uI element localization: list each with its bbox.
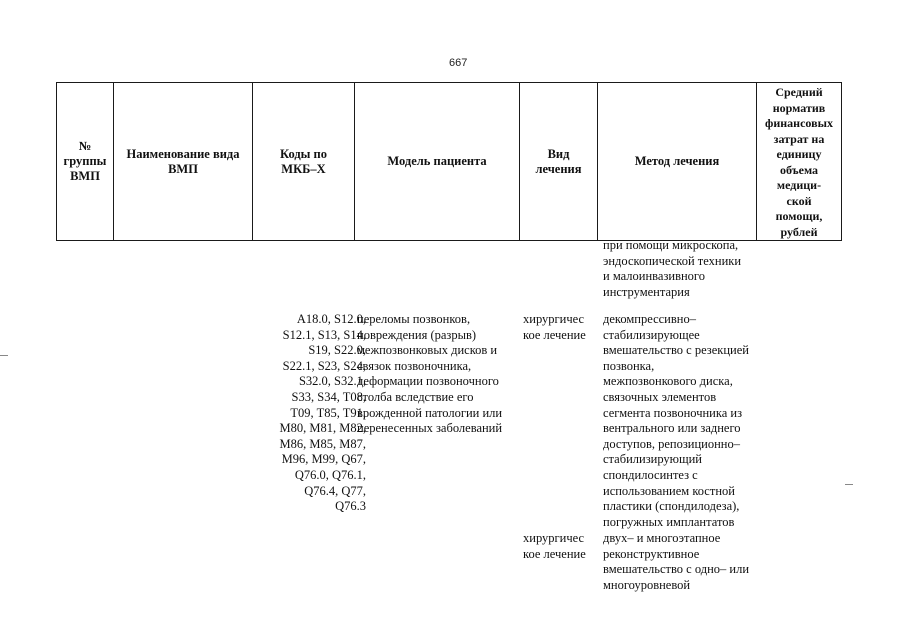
page-number: 667 [449,57,468,69]
scan-mark-left [0,355,8,356]
header-icd-codes: Коды по МКБ–Х [253,83,355,241]
header-treatment-type: Вид лечения [520,83,598,241]
row-2-treatment-method: декомпрессивно– стабилизирующее вмешательство с резекцией позвонка, межпозвонкового диска, связочных элементов сегмента позвоночника из вентрального или заднего доступов, репозиционно– стабилизирующий спондилосинтез с использованием костной пластики (спондилодеза), погружных имплантатов [603,312,749,529]
row-2-icd-codes: A18.0, S12.0, S12.1, S13, S14, S19, S22.0, S22.1, S23, S24, S32.0, S32.1, S33, S34, T08, T09, T85, T91, M80, M81, M82, M86, M85, M87, M96, M99, Q67, Q76.0, Q76.1, Q76.4, Q77, Q76.3 [279,312,366,514]
header-treatment-method: Метод лечения [598,83,757,241]
scan-mark-right [845,484,853,485]
header-patient-model: Модель пациента [355,83,520,241]
row-3-treatment-type: хирургичес кое лечение [523,531,586,561]
header-vmp-name: Наименование вида ВМП [114,83,253,241]
header-group-no: № группы ВМП [57,83,114,241]
row-2-treatment-type: хирургичес кое лечение [523,312,586,342]
row-3-treatment-method: двух– и многоэтапное реконструктивное вмешательство с одно– или многоуровневой [603,531,750,592]
table-header [56,82,842,241]
header-avg-cost: Средний норматив финансовых затрат на единицу объема медици- ской помощи, рублей [757,83,842,241]
row-1-method: при помощи микроскопа, эндоскопической техники и малоинвазивного инструментария [603,238,742,299]
row-2-patient-model: переломы позвонков, повреждения (разрыв) межпозвонковых дисков и связок позвоночника, деформации позвоночного столба вследствие его врожденной патологии или перенесенных заболеваний [357,312,503,436]
